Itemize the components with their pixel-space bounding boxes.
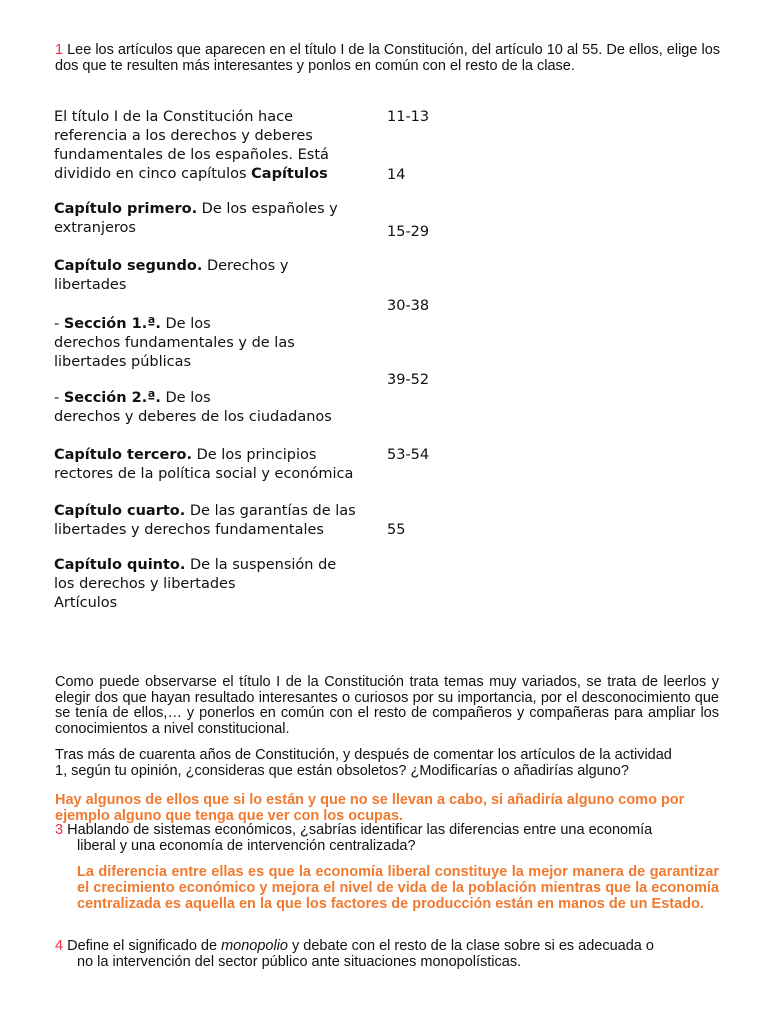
toc-chapter-5 <box>54 556 336 613</box>
question-text: 1, según tu opinión, ¿consideras que están obsoletos? ¿Modificarías o añadirías alguno? <box>55 763 629 779</box>
article-range: 11-13 <box>387 109 430 125</box>
answer-2: Hay algunos de ellos que si lo están y que no se llevan a cabo, si añadiría alguno como por ejemplo alguno que tenga que ver con los ocupas. <box>55 792 685 824</box>
question-number: 3 <box>55 822 64 838</box>
toc-line <box>54 165 329 184</box>
question-text: liberal y una economía de intervención centralizada? <box>77 838 416 854</box>
section-desc: derechos y deberes de los ciudadanos <box>54 409 332 425</box>
toc-section-1 <box>54 315 295 372</box>
article-range: 39-52 <box>387 372 430 388</box>
toc-line: fundamentales de los españoles. Está <box>54 147 329 163</box>
answer-3: La diferencia entre ellas es que la economía liberal constituye la mejor manera de garantizar el crecimiento económico y mejora el nivel de vida de la población mientras que la economía centralizada es aquella en la que los factores de producción están en manos de un Estado. <box>77 864 719 912</box>
chapter-title: Capítulo cuarto. <box>54 503 186 519</box>
toc-text: dividido en cinco capítulos <box>54 166 252 182</box>
chapter-desc: libertades <box>54 277 127 293</box>
chapter-desc: De los principios <box>191 447 317 463</box>
question-text: no la intervención del sector público ante situaciones monopolísticas. <box>77 954 522 970</box>
chapter-title: Capítulo tercero. <box>54 447 192 463</box>
chapter-desc: Derechos y <box>202 258 289 274</box>
toc-chapter-4 <box>54 502 356 540</box>
chapter-desc: De la suspensión de <box>185 557 337 573</box>
toc-chapter-2 <box>54 257 288 295</box>
question-text: Define el significado de <box>63 938 222 954</box>
toc-section-2 <box>54 389 332 427</box>
chapter-desc: los derechos y libertades <box>54 576 236 592</box>
toc-chapter-3 <box>54 446 353 484</box>
section-desc: derechos fundamentales y de las <box>54 335 295 351</box>
question-text: Hablando de sistemas económicos, ¿sabrías identificar las diferencias entre una economía <box>63 822 653 838</box>
question-text: y debate con el resto de la clase sobre si es adecuada o <box>288 938 654 954</box>
article-range: 15-29 <box>387 224 430 240</box>
question-text: Tras más de cuarenta años de Constitución, y después de comentar los artículos de la actividad <box>55 747 672 763</box>
toc-intro <box>54 108 329 184</box>
question-1 <box>55 42 720 74</box>
section-desc: De los <box>160 390 211 406</box>
section-title: Sección 1.ª. <box>63 316 161 332</box>
section-desc: De los <box>160 316 211 332</box>
chapter-desc: De los españoles y <box>197 201 338 217</box>
question-number: 4 <box>55 938 64 954</box>
article-range: 55 <box>387 522 406 538</box>
toc-heading: Artículos <box>54 595 118 611</box>
toc-heading: Capítulos <box>251 166 328 182</box>
toc-chapter-1 <box>54 200 338 238</box>
question-number: 1 <box>55 42 64 58</box>
section-desc: libertades públicas <box>54 354 192 370</box>
chapter-desc: rectores de la política social y económica <box>54 466 354 482</box>
question-3 <box>55 822 720 854</box>
chapter-desc: extranjeros <box>54 220 136 236</box>
question-4 <box>55 938 720 970</box>
chapter-title: Capítulo segundo. <box>54 258 203 274</box>
chapter-title: Capítulo primero. <box>54 201 198 217</box>
emphasis-term: monopolio <box>221 938 288 954</box>
chapter-title: Capítulo quinto. <box>54 557 186 573</box>
article-range: 14 <box>387 167 406 183</box>
chapter-desc: libertades y derechos fundamentales <box>54 522 324 538</box>
question-text: Lee los artículos que aparecen en el título I de la Constitución, del artículo 10 al 55. De ellos, elige los dos que te resulten más interesantes y ponlos en común con el resto de la clase. <box>55 42 721 74</box>
explanation-paragraph: Como puede observarse el título I de la Constitución trata temas muy variados, se trata de leerlos y elegir dos que hayan resultado interesantes o curiosos por su importancia, por el desconocimiento que se tenía de ellos,… y ponerlos en común con el resto de compañeros y compañeras para ampliar los conocimientos a nivel constitucional. <box>55 674 719 737</box>
toc-line: referencia a los derechos y deberes <box>54 128 313 144</box>
dash: - <box>54 316 64 332</box>
chapter-desc: De las garantías de las <box>185 503 356 519</box>
article-range: 53-54 <box>387 447 430 463</box>
article-range: 30-38 <box>387 298 430 314</box>
section-title: Sección 2.ª. <box>63 390 161 406</box>
question-2 <box>55 747 725 779</box>
toc-line: El título I de la Constitución hace <box>54 109 294 125</box>
dash: - <box>54 390 64 406</box>
